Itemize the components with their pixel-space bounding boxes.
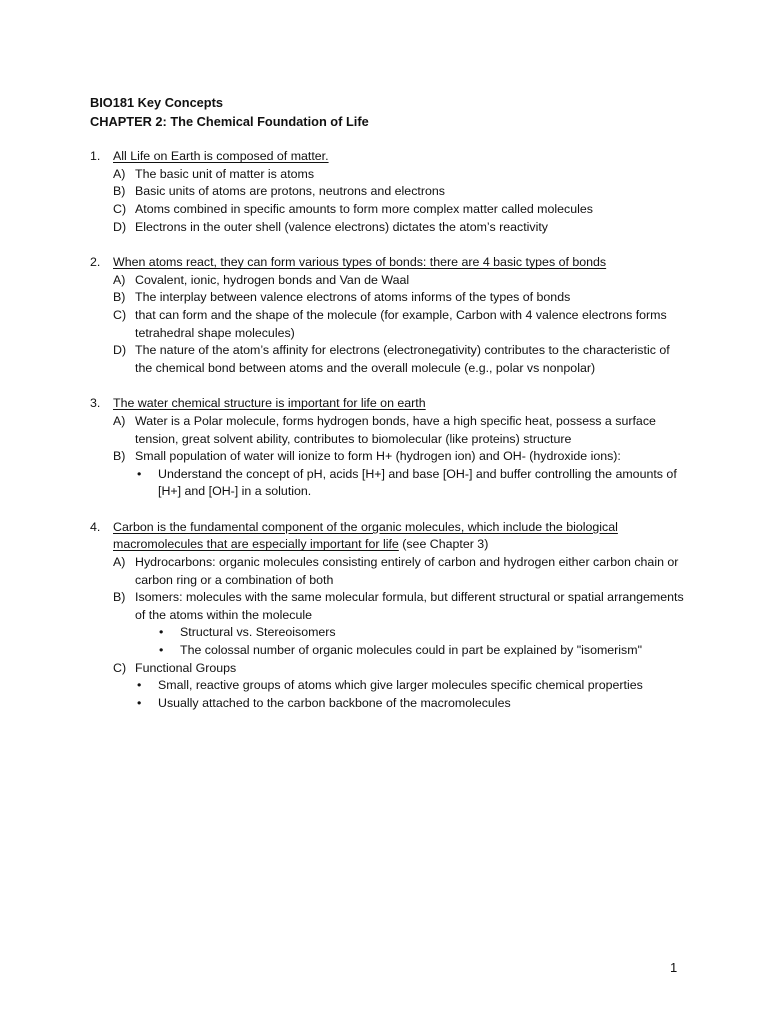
section-heading [90,395,690,413]
bullet-text: Small, reactive groups of atoms which give larger molecules specific chemical properties [158,678,643,693]
chapter-title: CHAPTER 2: The Chemical Foundation of Life [90,113,369,129]
item-letter: C) [113,307,127,322]
item-letter: C) [113,660,127,675]
bullet-mark: • [137,695,142,710]
list-item [90,554,690,589]
list-item [90,660,690,678]
item-letter: C) [113,201,127,216]
item-letter: A) [113,413,126,428]
page-number: 1 [670,960,678,975]
bullet-text: The colossal number of organic molecules could in part be explained by "isomerism" [180,643,642,658]
list-item [90,448,690,466]
list-item [90,307,690,342]
section-heading [90,254,690,272]
section-1 [90,148,690,236]
bullet-text: Usually attached to the carbon backbone of the macromolecules [158,695,511,710]
bullet-mark: • [159,643,164,658]
course-title: BIO181 Key Concepts [90,95,223,110]
item-text: The interplay between valence electrons of atoms informs of the types of bonds [135,290,571,305]
item-text: Basic units of atoms are protons, neutrons and electrons [135,184,445,199]
list-item [90,289,690,307]
item-text: Electrons in the outer shell (valence electrons) dictates the atom’s reactivity [135,219,548,234]
item-letter: D) [113,343,127,358]
item-letter: B) [113,590,126,605]
section-heading-text: When atoms react, they can form various types of bonds: there are 4 basic types of bonds [113,255,607,270]
bullet-item [90,695,690,713]
item-letter: B) [113,449,126,464]
section-number: 3. [90,396,101,411]
bullet-item [90,677,690,695]
bullet-item [90,642,690,660]
section-heading [90,519,690,554]
section-number: 2. [90,255,101,270]
list-item [90,342,690,377]
item-text: Covalent, ionic, hydrogen bonds and Van de Waal [135,272,410,287]
item-text: that can form and the shape of the molecule (for example, Carbon with 4 valence electrons forms tetrahedral shape molecules) [135,307,667,340]
section-heading-reference: (see Chapter 3) [398,537,489,552]
section-heading [90,148,690,166]
bullet-mark: • [137,678,142,693]
section-heading-text: Carbon is the fundamental component of the organic molecules, which include the biological macromolecules that are especially important for life [113,519,618,552]
item-letter: D) [113,219,127,234]
list-item [90,589,690,624]
item-text: Water is a Polar molecule, forms hydrogen bonds, have a high specific heat, possess a surface tension, great solvent ability, contributes to biomolecular (like proteins) structure [135,413,656,446]
section-number: 1. [90,149,101,164]
item-letter: B) [113,290,126,305]
list-item [90,183,690,201]
document-body [90,94,690,712]
item-text: The basic unit of matter is atoms [135,166,315,181]
bullet-mark: • [159,625,164,640]
section-heading-text: All Life on Earth is composed of matter. [113,149,329,164]
section-3 [90,395,690,501]
section-2 [90,254,690,377]
item-letter: A) [113,166,126,181]
section-heading-text: The water chemical structure is important for life on earth [113,396,426,411]
item-text: Small population of water will ionize to form H+ (hydrogen ion) and OH- (hydroxide ions): [135,449,621,464]
list-item [90,272,690,290]
list-item [90,201,690,219]
list-item [90,166,690,184]
list-item [90,413,690,448]
section-4 [90,519,690,713]
list-item [90,219,690,237]
section-number: 4. [90,519,101,534]
bullet-item [90,466,690,501]
item-letter: B) [113,184,126,199]
bullet-item [90,624,690,642]
item-text: Isomers: molecules with the same molecular formula, but different structural or spatial arrangements of the atoms within the molecule [135,590,684,622]
item-letter: A) [113,272,126,287]
bullet-text: Understand the concept of pH, acids [H+] and base [OH-] and buffer controlling the amounts of [H+] and [OH-] in a solution. [158,466,677,499]
item-letter: A) [113,555,126,570]
bullet-mark: • [137,466,142,481]
item-text: Atoms combined in specific amounts to form more complex matter called molecules [135,201,593,216]
item-text: Hydrocarbons: organic molecules consisting entirely of carbon and hydrogen either carbon chain or carbon ring or a combination of both [135,555,679,587]
bullet-text: Structural vs. Stereoisomers [180,625,336,640]
item-text: The nature of the atom’s affinity for electrons (electronegativity) contributes to the characteristic of the chemical bond between atoms and the overall molecule (e.g., polar vs nonpolar) [135,343,670,375]
item-text: Functional Groups [135,660,237,675]
